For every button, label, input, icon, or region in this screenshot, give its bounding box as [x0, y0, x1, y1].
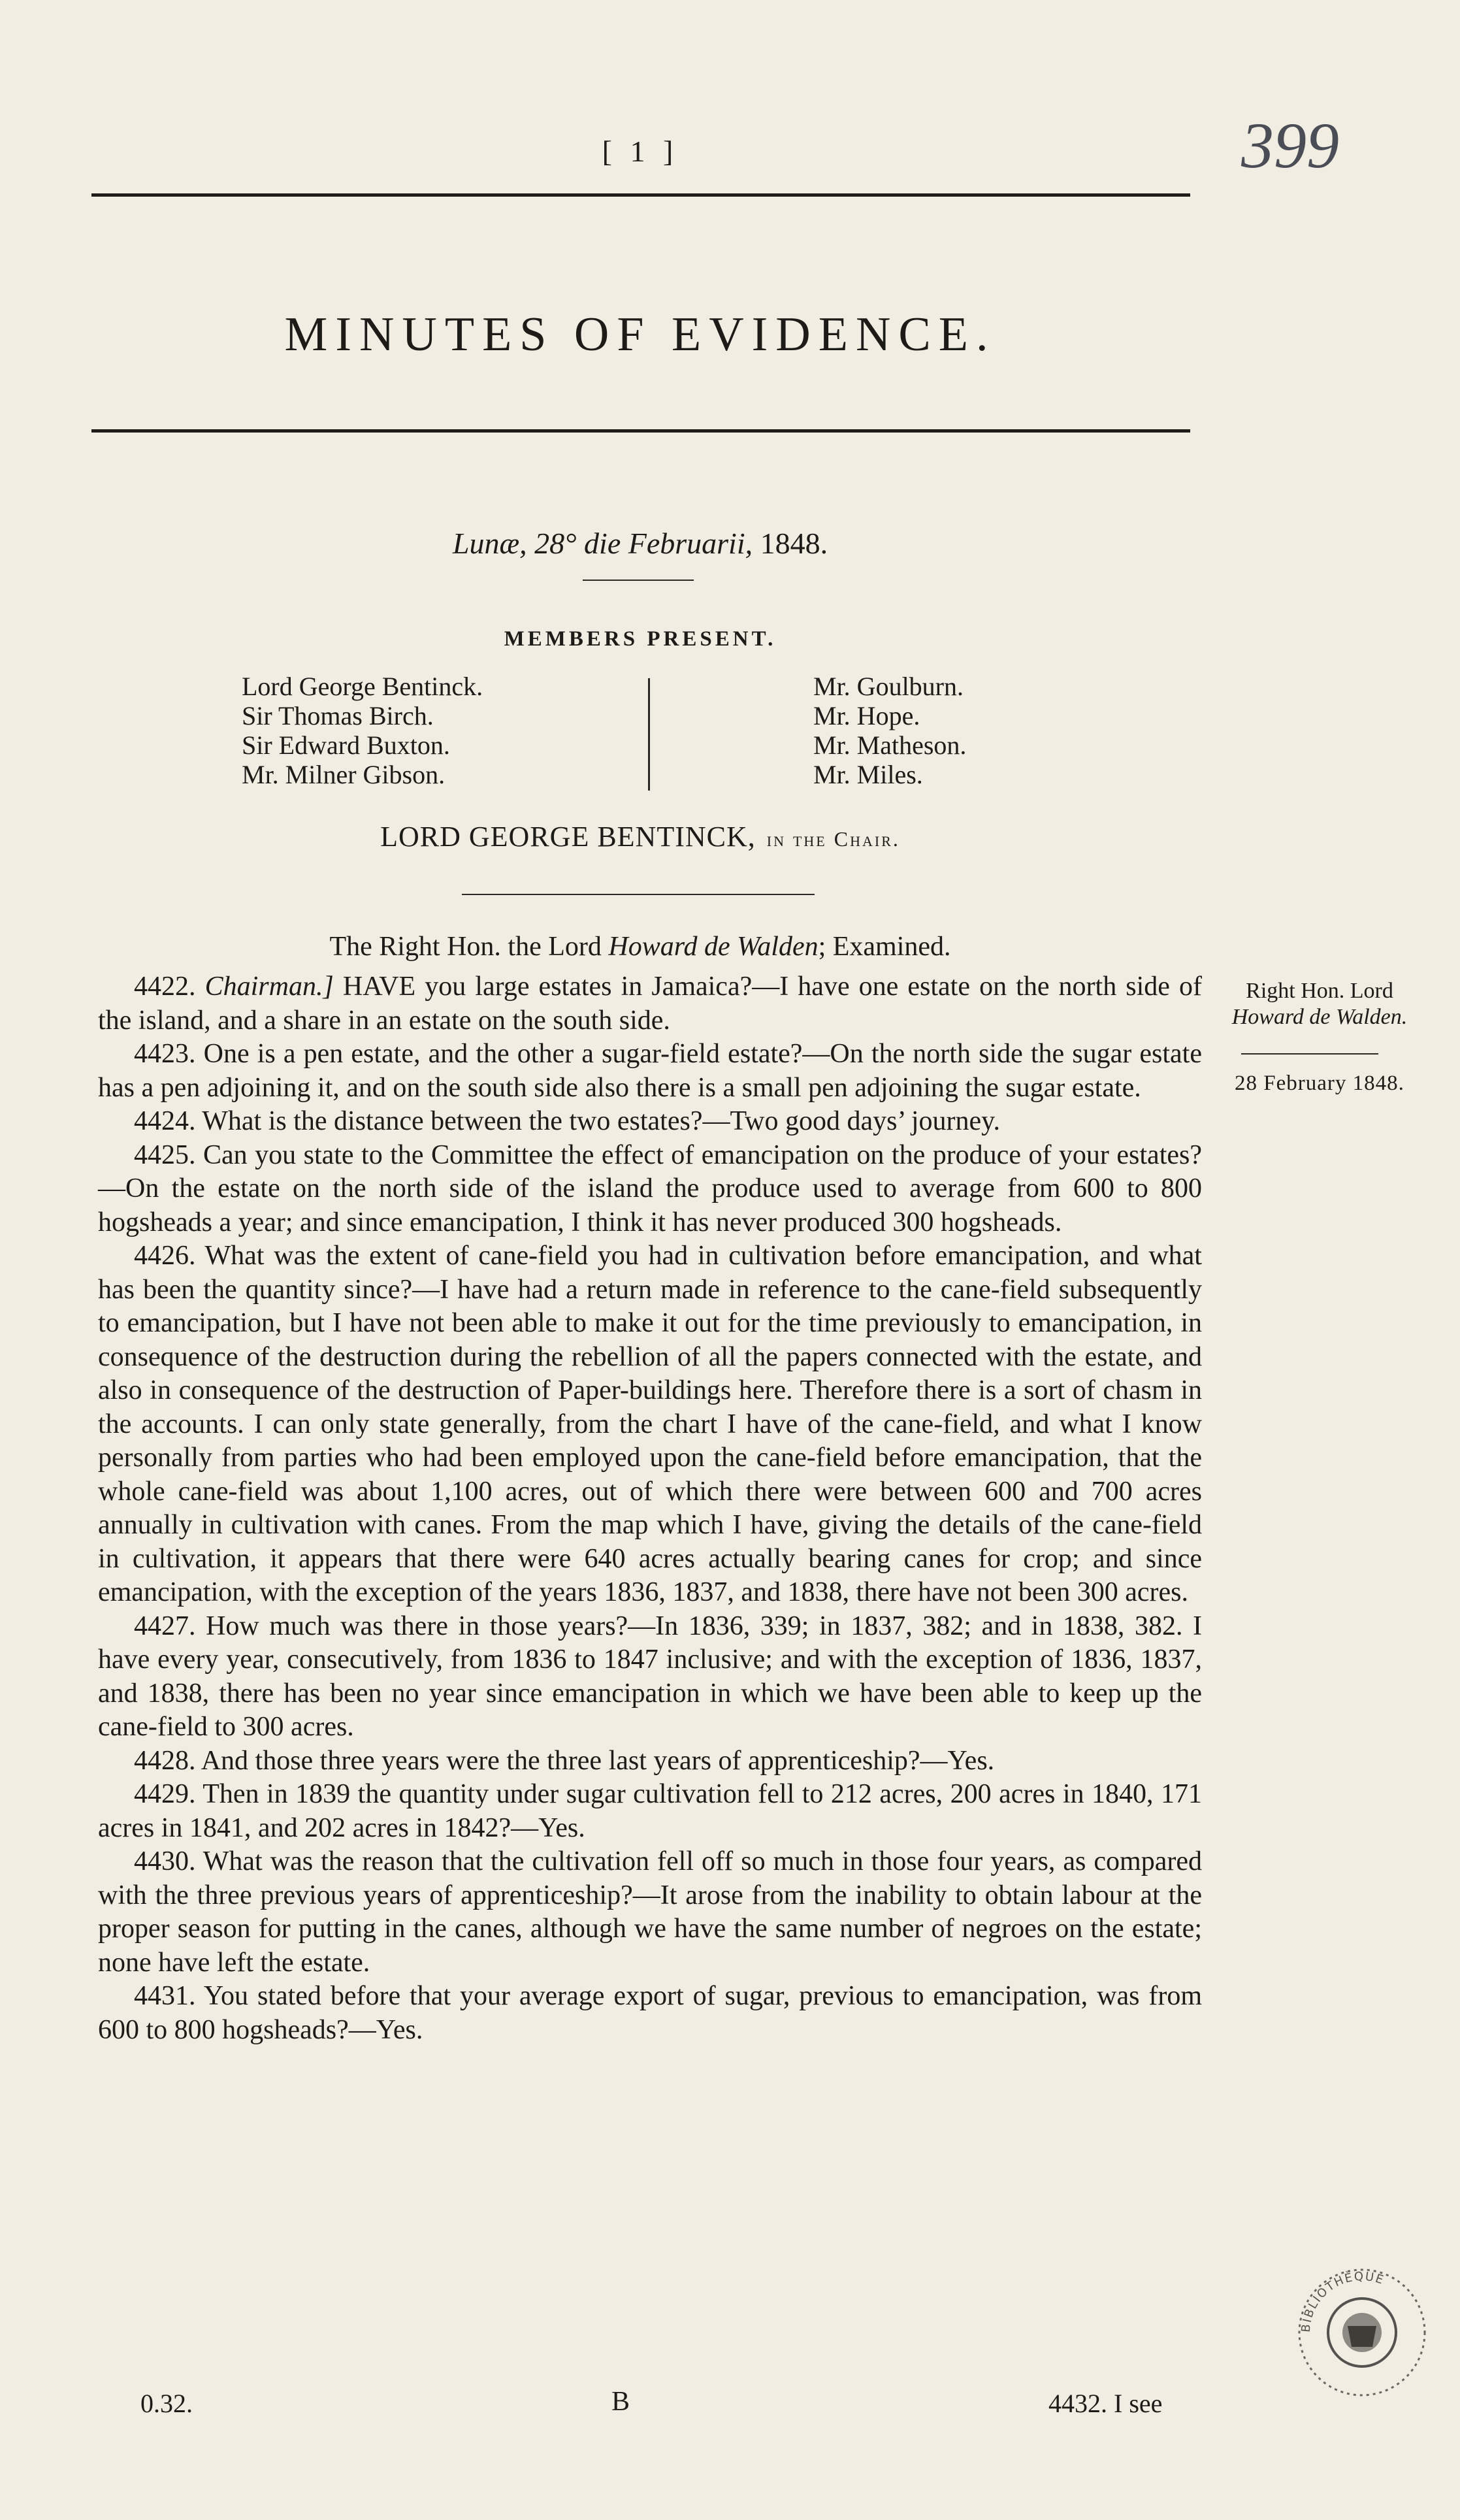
- evidence-paragraph: [98, 1038, 1202, 1105]
- members-left-column: [242, 672, 483, 789]
- session-year: 1848.: [760, 527, 828, 560]
- question-number: 4424.: [134, 1106, 196, 1136]
- evidence-paragraph: [98, 1239, 1202, 1610]
- question-text: Can you state to the Committee the effect of emancipation on the produce of your estates?—On the estate on the north side of the island the produce used to average from 600 to 800 hogsheads a year; and since emancipation, I think it has never produced 300 hogsheads.: [98, 1139, 1202, 1237]
- chair-rule: [462, 894, 815, 895]
- evidence-body: [98, 970, 1202, 2047]
- member-name: Mr. Goulburn.: [813, 672, 964, 701]
- date-rule: [583, 580, 694, 581]
- evidence-paragraph: [98, 1744, 1202, 1778]
- footer-reference: 0.32.: [140, 2389, 193, 2418]
- stamp-icon: [1290, 2261, 1434, 2404]
- margin-witness-name: Howard de Walden.: [1231, 1005, 1408, 1029]
- title-rule: [91, 429, 1190, 433]
- question-text: How much was there in those years?—In 1836, 339; in 1837, 382; and in 1838, 382. I have every year, consecutively, from 1836 to 1847 inclusive; and with the exception of 1836, 1837, and 1838, there has been no year since emancipation in which we have been able to keep up the cane-field to 300 acres.: [98, 1611, 1202, 1742]
- margin-witness-note: [1222, 978, 1418, 1030]
- members-divider: [648, 678, 650, 791]
- members-right-column: [813, 672, 966, 789]
- question-text: Then in 1839 the quantity under sugar cultivation fell to 212 acres, 200 acres in 1840, 171 acres in 1841, and 202 acres in 1842?—Yes.: [98, 1779, 1202, 1843]
- library-stamp: [1290, 2261, 1434, 2404]
- question-number: 4426.: [134, 1241, 196, 1271]
- page-title: MINUTES OF EVIDENCE.: [284, 308, 996, 361]
- witness-name: Howard de Walden: [608, 932, 819, 962]
- chair-line: [91, 820, 1189, 853]
- member-name: Mr. Hope.: [813, 701, 920, 730]
- member-name: Lord George Bentinck.: [242, 672, 483, 701]
- session-day: Lunæ,: [452, 527, 527, 560]
- question-text: And those three years were the three last years of apprenticeship?—Yes.: [201, 1745, 995, 1776]
- evidence-paragraph: [98, 1778, 1202, 1845]
- question-text: What was the reason that the cultivation fell off so much in those four years, as compared with the three previous years of apprenticeship?—It arose from the inability to obtain labour at the proper season for putting in the canes, although we have the same number of negroes on the estate; none have left the estate.: [98, 1846, 1202, 1978]
- question-number: 4422.: [134, 972, 196, 1002]
- member-name: Sir Edward Buxton.: [242, 730, 450, 760]
- margin-title: Right Hon. Lord: [1246, 979, 1393, 1003]
- margin-rule: [1241, 1053, 1378, 1055]
- member-name: Mr. Milner Gibson.: [242, 760, 446, 789]
- evidence-paragraph: [98, 1105, 1202, 1139]
- evidence-paragraph: [98, 1980, 1202, 2047]
- evidence-paragraph: [98, 970, 1202, 1038]
- session-date: [91, 526, 1189, 561]
- member-name: Mr. Miles.: [813, 760, 923, 789]
- member-name: Mr. Matheson.: [813, 730, 967, 760]
- chair-suffix: in the Chair.: [766, 827, 900, 851]
- question-number: 4431.: [134, 1981, 196, 2011]
- witness-suffix: ; Examined.: [818, 932, 951, 962]
- margin-date: 28 February 1848.: [1235, 1072, 1404, 1095]
- handwritten-folio-number: 399: [1241, 109, 1339, 182]
- header-rule: [91, 193, 1190, 197]
- question-text: One is a pen estate, and the other a sugar-field estate?—On the north side the sugar estate has a pen adjoining it, and on the south side also there is a small pen adjoining the sugar estate.: [98, 1039, 1202, 1103]
- witness-prefix: The Right Hon. the Lord: [329, 932, 602, 962]
- question-number: 4429.: [134, 1779, 196, 1809]
- question-number: 4427.: [134, 1611, 196, 1641]
- question-text: HAVE you large estates in Jamaica?—I have one estate on the north side of the island, and a share in an estate on the south side.: [98, 972, 1203, 1036]
- stamp-text: BIBLIOTHÈQUE: [1299, 2269, 1387, 2333]
- page-number: [ 1 ]: [602, 135, 679, 168]
- question-text: What is the distance between the two estates?—Two good days’ journey.: [202, 1106, 1000, 1136]
- question-number: 4428.: [134, 1745, 196, 1776]
- question-number: 4425.: [134, 1139, 196, 1170]
- members-heading: MEMBERS PRESENT.: [504, 627, 777, 651]
- evidence-paragraph: [98, 1139, 1202, 1240]
- question-text: You stated before that your average export of sugar, previous to emancipation, was from 600 to 800 hogsheads?—Yes.: [98, 1981, 1203, 2045]
- evidence-paragraph: [98, 1845, 1202, 1980]
- chair-name: LORD GEORGE BENTINCK,: [380, 821, 756, 853]
- witness-line: [91, 931, 1189, 962]
- question-number: 4423.: [134, 1039, 196, 1069]
- question-text: What was the extent of cane-field you had in cultivation before emancipation, and what has been the quantity since?—I have had a return made in reference to the cane-field subsequently to emancipation, but I have not been able to make it out for the time previously to emancipation, in consequence of the destruction during the rebellion of all the papers connected with the estate, and also in consequence of the destruction of Paper-buildings here. Therefore there is a sort of chasm in the accounts. I can only state generally, from the chart I have of the cane-field, and what I know personally from parties who had been employed upon the cane-field before emancipation, that the whole cane-field was about 1,100 acres, out of which there were between 600 and 700 acres annually in cultivation with canes. From the map which I have, giving the details of the cane-field in cultivation, it appears that there were 640 acres actually bearing canes for crop; and since emancipation, with the exception of the years 1836, 1837, and 1838, there have not been 300 acres.: [98, 1241, 1202, 1607]
- question-number: 4430.: [134, 1846, 196, 1876]
- speaker: Chairman.]: [204, 972, 334, 1002]
- session-date-text: 28° die Februarii,: [534, 527, 753, 560]
- member-name: Sir Thomas Birch.: [242, 701, 434, 730]
- evidence-paragraph: [98, 1610, 1202, 1744]
- catchword: 4432. I see: [1048, 2389, 1163, 2418]
- signature-mark: B: [611, 2387, 630, 2417]
